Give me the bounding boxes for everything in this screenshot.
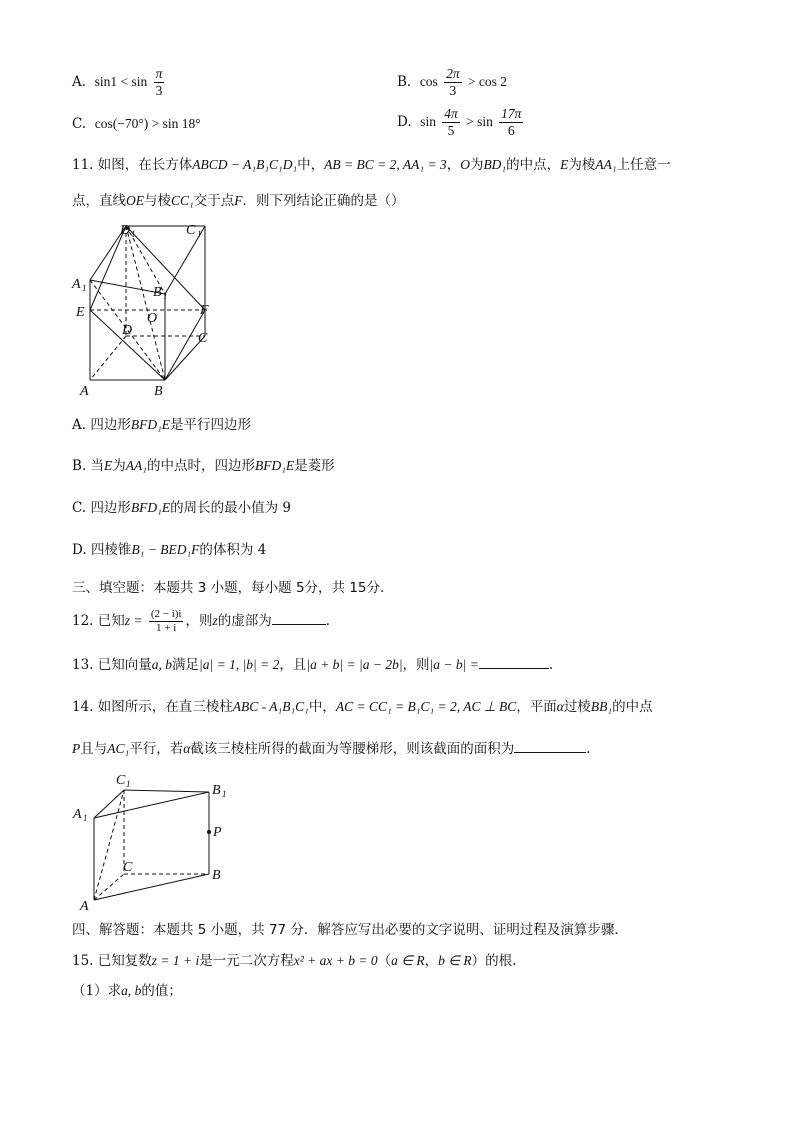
q10-option-c: C. cos(−70°) > sin 18° (72, 116, 201, 132)
fraction: $\frac{\pi}{3}$ (155, 66, 163, 98)
label-C1: C (116, 773, 126, 788)
q15-part1: （1）求a, b的值； (72, 983, 182, 999)
prism-figure (72, 770, 232, 912)
fraction: $\frac{4\pi}{5}$ (444, 106, 458, 138)
q11-option-c: C. 四边形BFD₁E的周长的最小值为 9 (72, 500, 292, 516)
label-B: B (212, 868, 221, 883)
label-P: P (213, 825, 222, 840)
svg-text:1: 1 (82, 283, 87, 293)
q14-line2: P且与AC₁平行，若α截该三棱柱所得的截面为等腰梯形，则该截面的面积为 . (72, 738, 591, 759)
label-O: O (147, 311, 158, 326)
fraction: $\frac{(2 - i)i}{1 + i}$ (150, 608, 182, 634)
label-D: D (122, 323, 133, 338)
q14-line1: 14. 如图所示，在直三棱柱ABC - A₁B₁C₁中，AC = CC₁ = B₁C₁ = 2, AC ⊥ BC，平面α过棱BB₁的中点 (72, 699, 653, 715)
q12: 12. 已知z = $\frac{(2 - i)i}{1 + i}$ ，则z的虚部为 . (72, 608, 331, 634)
q13: 13. 已知向量a, b满足|a| = 1, |b| = 2，且|a + b| = |a − 2b|，则|a − b| = . (72, 654, 553, 675)
answer-blank[interactable] (272, 610, 326, 625)
label-B1: B (153, 285, 162, 300)
fraction: $\frac{2\pi}{3}$ (446, 66, 460, 98)
label-C: C (198, 331, 208, 346)
label-C: C (123, 860, 133, 875)
svg-text:1: 1 (83, 813, 88, 823)
cuboid-figure (70, 218, 220, 400)
svg-text:1: 1 (126, 779, 131, 789)
label-D1: D (120, 223, 131, 238)
label-A: A (80, 899, 89, 912)
q10-option-d: D. sin $\frac{4\pi}{5}$ > sin $\frac{17\pi}{6}$ (397, 106, 522, 138)
label-A1: A (73, 807, 82, 822)
fraction: $\frac{17\pi}{6}$ (501, 106, 522, 138)
q11-option-a: A. 四边形BFD₁E是平行四边形 (72, 417, 252, 433)
q15: 15. 已知复数z = 1 + i是一元二次方程x² + ax + b = 0（a ∈ R，b ∈ R）的根. (72, 953, 517, 969)
label-C1: C (186, 223, 196, 238)
q11-line2: 点，直线OE与棱CC₁交于点F．则下列结论正确的是（） (72, 193, 405, 209)
q11-line1: 11. 如图，在长方体ABCD − A₁B₁C₁D₁中，AB = BC = 2, AA₁ = 3，O为BD₁的中点，E为棱AA₁上任意一 (72, 157, 671, 173)
q11-option-d: D. 四棱锥B₁ − BED₁F的体积为 4 (72, 542, 267, 558)
q10-option-a: A. sin1 < sin $\frac{\pi}{3}$ (72, 66, 163, 98)
label-E: E (76, 305, 85, 320)
label-A: A (80, 384, 89, 399)
answer-blank[interactable] (514, 738, 586, 753)
section-3-heading: 三、填空题：本题共 3 小题，每小题 5分，共 15分． (72, 580, 394, 596)
section-4-heading: 四、解答题：本题共 5 小题，共 77 分．解答应写出必要的文字说明、证明过程及演算步骤． (72, 922, 628, 938)
svg-text:1: 1 (197, 229, 202, 239)
label-B: B (154, 384, 163, 399)
q11-option-b: B. 当E为AA₁的中点时，四边形BFD₁E是菱形 (72, 458, 335, 474)
label-F: F (200, 303, 209, 318)
label-A1: A (72, 277, 81, 292)
svg-text:1: 1 (222, 789, 227, 799)
label-B1: B (212, 783, 221, 798)
q10-option-b: B. cos $\frac{2\pi}{3}$ > cos 2 (397, 66, 508, 98)
svg-text:1: 1 (131, 229, 136, 239)
point-P (207, 830, 211, 834)
answer-blank[interactable] (479, 654, 549, 669)
svg-text:1: 1 (163, 291, 168, 301)
